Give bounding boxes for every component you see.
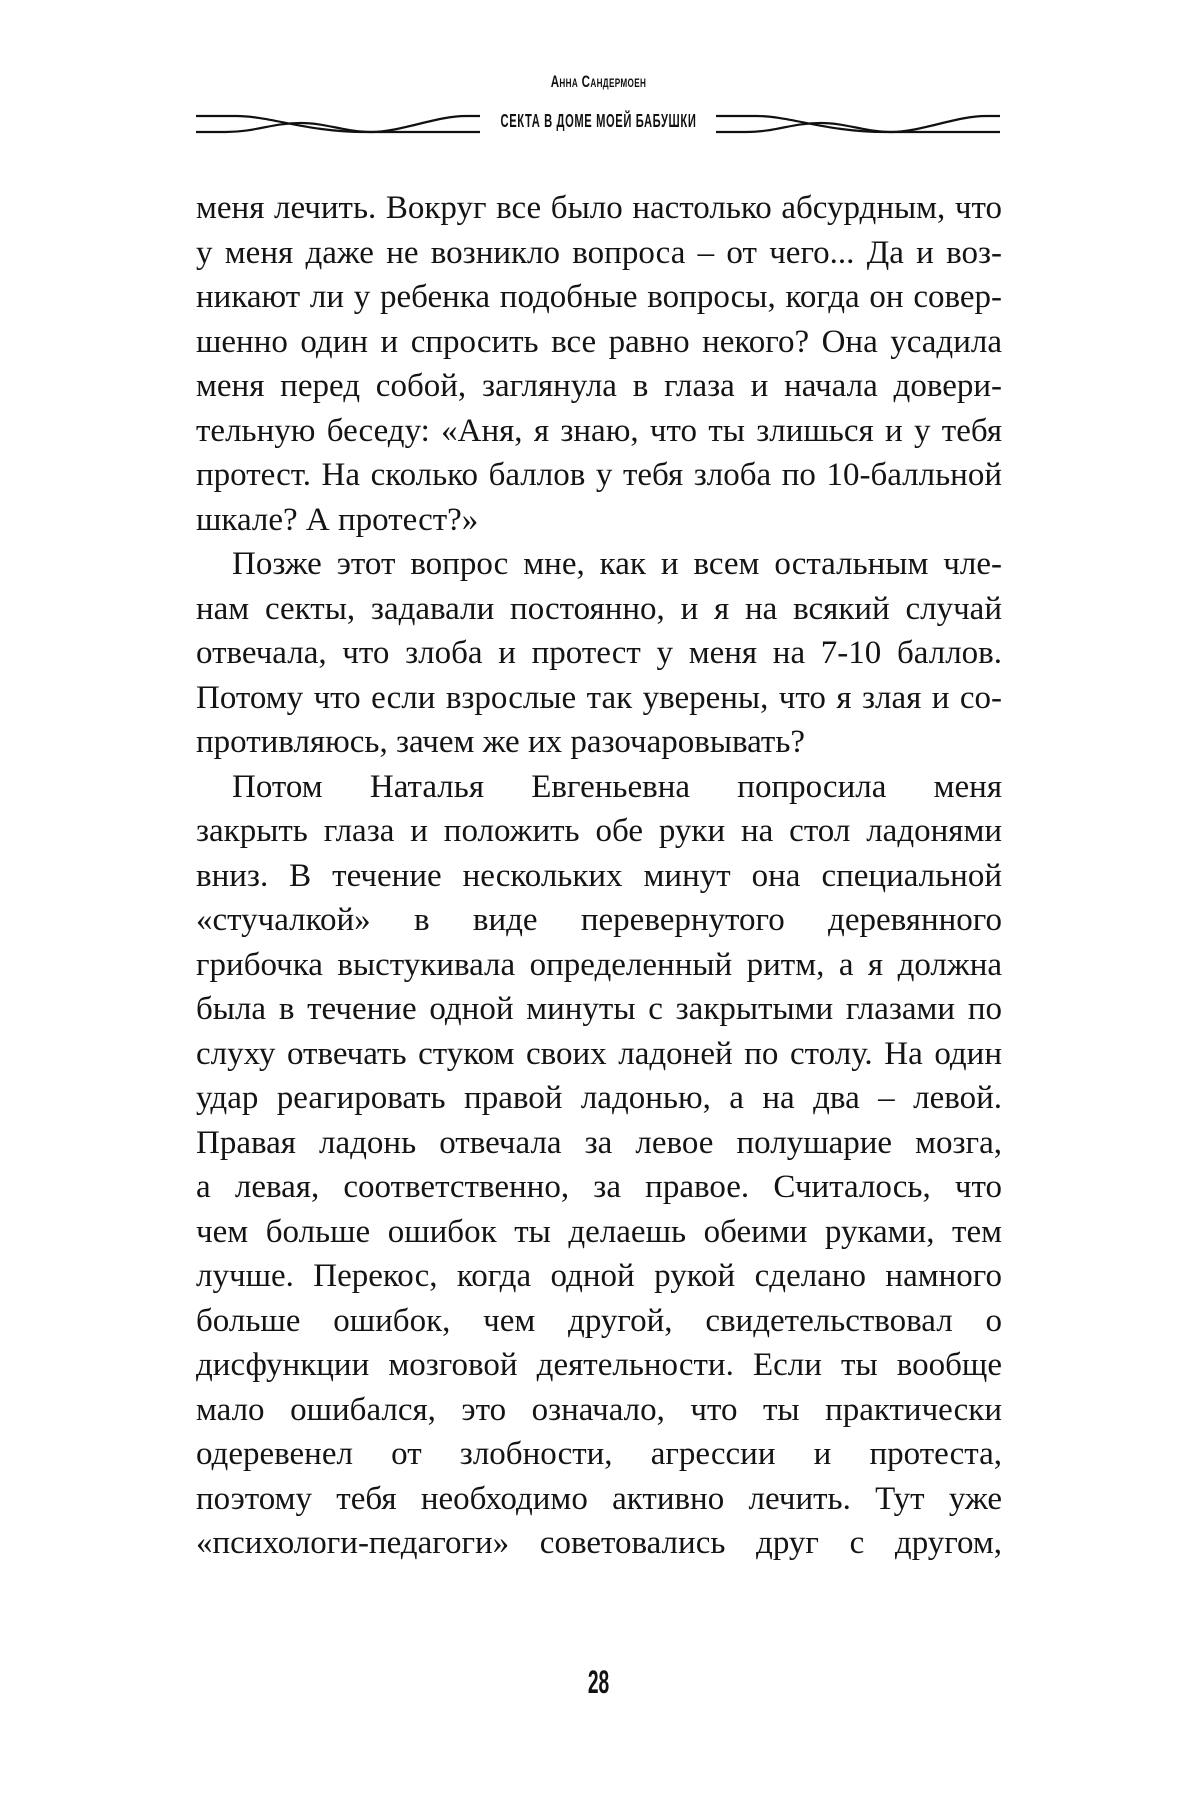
- running-header-book-title: СЕКТА В ДОМЕ МОЕЙ БАБУШКИ: [500, 111, 697, 131]
- text-line: грибочка выстукивала определенный ритм, а я должна: [196, 946, 1002, 983]
- text-line: меня перед собой, заглянула в глаза и начала довери-: [196, 368, 1002, 404]
- text-line: закрыть глаза и положить обе руки на стол ладонями: [196, 813, 1002, 849]
- text-line: нам секты, задавали постоянно, и я на всякий случай: [196, 590, 1002, 627]
- text-line: «стучалкой» в виде перевернутого деревянного: [196, 902, 1002, 938]
- text-line: чем больше ошибок ты делаешь обеими руками, тем: [196, 1213, 1002, 1250]
- wavy-rule-ornament-right-icon: [716, 110, 1000, 140]
- text-line: Потому что если взрослые так уверены, что я злая и со-: [196, 679, 1002, 716]
- text-line: Правая ладонь отвечала за левое полушарие мозга,: [196, 1124, 1002, 1161]
- text-line: тельную беседу: «Аня, я знаю, что ты злишься и у тебя: [196, 412, 1002, 449]
- text-line: меня лечить. Вокруг все было настолько абсурдным, что: [196, 190, 1002, 226]
- text-line: удар реагировать правой ладонью, а на два – левой.: [196, 1080, 1002, 1116]
- text-line: поэтому тебя необходимо активно лечить. Тут уже: [196, 1480, 1002, 1517]
- text-line: одеревенел от злобности, агрессии и протеста,: [196, 1436, 1002, 1472]
- text-line: шенно один и спросить все равно некого? Она усадила: [196, 323, 1002, 360]
- text-line: протест. На сколько баллов у тебя злоба по 10-балльной: [196, 457, 1002, 493]
- text-line: мало ошибался, это означало, что ты практически: [196, 1391, 1002, 1428]
- text-line: Потом Наталья Евгеньевна попросила меня: [232, 768, 1002, 805]
- text-line: шкале? А протест?»: [196, 501, 479, 538]
- text-line: дисфункции мозговой деятельности. Если ты вообще: [196, 1347, 1002, 1383]
- text-line: Позже этот вопрос мне, как и всем остальным чле-: [232, 546, 1002, 582]
- text-line: отвечала, что злоба и протест у меня на 7-10 баллов.: [196, 635, 1002, 671]
- running-header-author: Анна Сандермоен: [550, 72, 647, 91]
- text-line: никают ли у ребенка подобные вопросы, когда он совер-: [196, 279, 1002, 315]
- text-line: слуху отвечать стуком своих ладоней по столу. На один: [196, 1035, 1002, 1072]
- text-line: у меня даже не возникло вопроса – от чего... Да и воз-: [196, 234, 1002, 271]
- text-line: вниз. В течение нескольких минут она специальной: [196, 857, 1002, 894]
- text-line: а левая, соответственно, за правое. Считалось, что: [196, 1169, 1002, 1205]
- text-line: лучше. Перекос, когда одной рукой сделано намного: [196, 1258, 1002, 1294]
- text-line: больше ошибок, чем другой, свидетельствовал о: [196, 1302, 1002, 1339]
- text-line: противляюсь, зачем же их разочаровывать?: [196, 724, 806, 760]
- text-line: была в течение одной минуты с закрытыми глазами по: [196, 991, 1002, 1027]
- text-line: «психологи-педагоги» советовались друг с другом,: [196, 1525, 1002, 1561]
- body-text: [196, 186, 1002, 1566]
- page-number: 28: [587, 1664, 610, 1700]
